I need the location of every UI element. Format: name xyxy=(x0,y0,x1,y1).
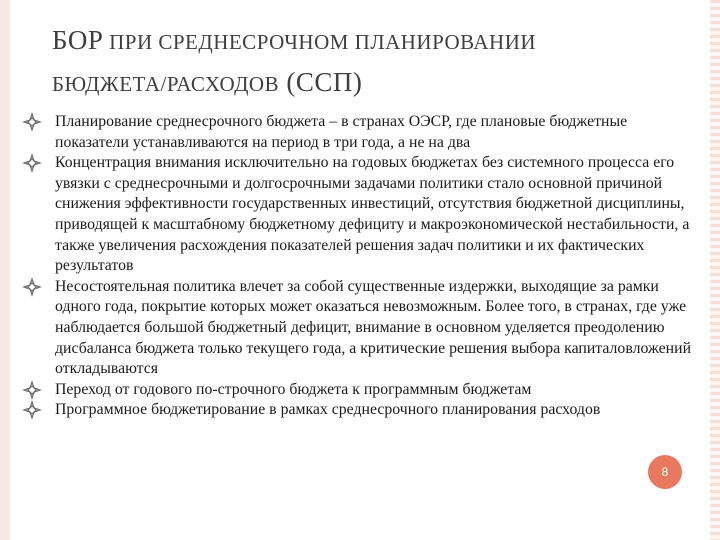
title-line-2 xyxy=(52,62,692,104)
bullet-item xyxy=(22,112,698,153)
bullet-text: Переход от годового по-строчного бюджета к программным бюджетам xyxy=(55,380,532,398)
bullet-item xyxy=(22,153,698,277)
diamond-bullet-icon xyxy=(22,153,44,173)
diamond-bullet-icon xyxy=(22,400,44,420)
bullet-text: Концентрация внимания исключительно на годовых бюджетах без системного процесса его увязки с среднесрочными и долгосрочными задачами политики стало основной причиной снижения эффективности государственных инвестиций, отсутствия бюджетной дисциплины, приводящей к масштабному бюджетному дефициту и макроэкономической нестабильности, а также увеличения расхождения показателей решения задач политики и их фактических результатов xyxy=(55,154,690,275)
title-line-1 xyxy=(52,20,692,62)
bullet-list xyxy=(22,112,698,421)
bullet-item xyxy=(22,400,698,421)
title-abbrev: (ССП) xyxy=(279,67,363,97)
diamond-bullet-icon xyxy=(22,277,44,297)
slide-title xyxy=(52,20,692,104)
bullet-text: Несостоятельная политика влечет за собой существенные издержки, выходящие за рамки одного года, покрытие которых может оказаться невозможным. Более того, в странах, где уже наблюдается большой бюджетный дефицит, внимание в основном уделяется преодолению дисбаланса бюджета только текущего года, а критические решения выбора капиталовложений откладываются xyxy=(55,277,692,378)
diamond-bullet-icon xyxy=(22,112,44,132)
title-rest-2: БЮДЖЕТА/РАСХОДОВ xyxy=(52,72,280,96)
left-edge-decoration xyxy=(0,0,10,540)
bullet-text: Программное бюджетирование в рамках среднесрочного планирования расходов xyxy=(55,401,601,419)
title-rest: ПРИ СРЕДНЕСРОЧНОМ ПЛАНИРОВАНИИ xyxy=(103,30,537,54)
diamond-bullet-icon xyxy=(22,380,44,400)
page-number-badge: 8 xyxy=(648,455,682,489)
right-edge-decoration xyxy=(710,0,720,540)
title-big-word: БОР xyxy=(52,25,104,55)
bullet-text: Планирование среднесрочного бюджета – в странах ОЭСР, где плановые бюджетные показатели устанавливаются на период в три года, а не на два xyxy=(55,113,628,151)
bullet-item xyxy=(22,380,698,401)
bullet-item xyxy=(22,277,698,380)
